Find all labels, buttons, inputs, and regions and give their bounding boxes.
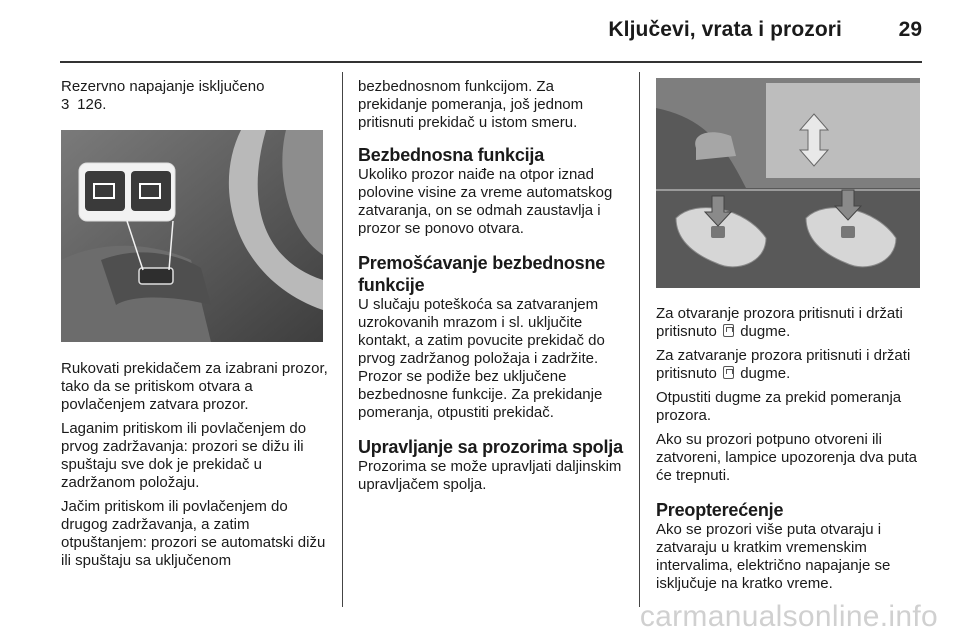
paragraph-continuation: bezbednosnom funkcijom. Za prekidanje pomeranja, još jednom pritisnuti prekidač u istom smeru. xyxy=(358,78,584,131)
paragraph-overload: Ako se prozori više puta otvaraju i zatvaraju u kratkim vremenskim intervalima, električno napajanje se isključuje na kratko vreme. xyxy=(656,521,891,592)
paragraph-second-detent: Jačim pritiskom ili povlačenjem do drugog zadržavanja, a zatim otpuštanjem: prozori se automatski dižu ili spuštaju sa uključenom xyxy=(61,498,326,569)
page-title: Ključevi, vrata i prozori xyxy=(608,18,842,41)
paragraph-override-safety: U slučaju poteškoća sa zatvaranjem uzrokovanih mrazom i sl. uključite kontakt, a zatim povucite prekidač do prvog zadržanog položaja i zadržite. Prozor se podiže bez uključene bezbednosne funkcije. Za prekidanje pomeranja, otpustiti prekidač. xyxy=(358,296,605,421)
paragraph-remote-operation: Prozorima se može upravljati daljinskim upravljačem spolja. xyxy=(358,458,622,493)
paragraph-first-detent: Laganim pritiskom ili povlačenjem do prvog zadržavanja: prozori se dižu ili spuštaju sve dok je prekidač u zadržanom položaju. xyxy=(61,420,307,491)
page-number: 29 xyxy=(898,18,922,41)
heading-overload: Preopterećenje xyxy=(656,500,784,520)
header-divider xyxy=(60,61,922,63)
column-2 xyxy=(358,78,626,500)
paragraph-release-button: Otpustiti dugme za prekid pomeranja prozora. xyxy=(656,389,902,424)
paragraph-safety-function: Ukoliko prozor naiđe na otpor iznad polovine visine za vreme automatskog zatvaranja, on se odmah zaustavlja i prozor se ponovo otvara. xyxy=(358,166,613,237)
intro-line: Rezervno napajanje isključeno xyxy=(61,78,265,95)
intro-reference xyxy=(61,96,329,114)
heading-remote-operation: Upravljanje sa prozorima spolja xyxy=(358,437,623,457)
heading-safety-function: Bezbednosna funkcija xyxy=(358,145,545,165)
column-divider-1 xyxy=(342,72,343,607)
paragraph-operate-switch: Rukovati prekidačem za izabrani prozor, tako da se pritiskom otvara a povlačenjem zatvara prozor. xyxy=(61,360,328,413)
paragraph-close-windows: Za zatvaranje prozora pritisnuti i držati pritisnuto dugme. xyxy=(656,347,911,382)
lock-key-icon xyxy=(723,366,734,379)
window-switch-illustration xyxy=(61,130,323,342)
column-1 xyxy=(61,78,329,576)
intro-ref-page: 126. xyxy=(77,96,107,113)
page-header xyxy=(0,0,960,62)
heading-override-safety: Premošćavanje bezbednosne funkcije xyxy=(358,253,606,295)
remote-key-figure xyxy=(656,78,920,288)
remote-key-illustration xyxy=(656,78,920,288)
window-switch-figure xyxy=(61,130,323,342)
watermark: carmanualsonline.info xyxy=(639,600,938,633)
unlock-key-icon xyxy=(723,324,734,337)
paragraph-warning-lights: Ako su prozori potpuno otvoreni ili zatvoreni, lampice upozorenja dva puta će trepnuti. xyxy=(656,431,917,484)
arrow-ref-icon: 3 xyxy=(61,96,70,113)
column-divider-2 xyxy=(639,72,640,607)
paragraph-open-windows: Za otvaranje prozora pritisnuti i držati pritisnuto dugme. xyxy=(656,305,903,340)
column-3 xyxy=(656,78,926,599)
